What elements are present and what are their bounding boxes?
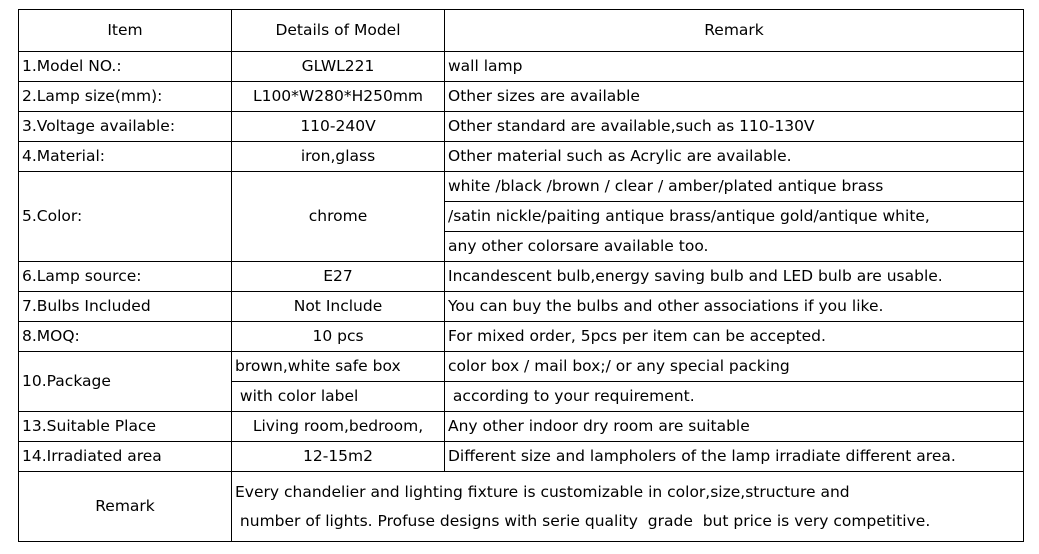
details-cell: with color label bbox=[232, 382, 445, 412]
header-remark: Remark bbox=[445, 10, 1024, 52]
remark-cell: Other material such as Acrylic are available. bbox=[445, 142, 1024, 172]
remark-cell: according to your requirement. bbox=[445, 382, 1024, 412]
item-cell: 1.Model NO.: bbox=[19, 52, 232, 82]
table-row bbox=[19, 142, 1024, 172]
remark-cell: wall lamp bbox=[445, 52, 1024, 82]
remark-cell: Other sizes are available bbox=[445, 82, 1024, 112]
item-cell: 5.Color: bbox=[19, 172, 232, 262]
footer-row bbox=[19, 472, 1024, 542]
item-cell: 14.Irradiated area bbox=[19, 442, 232, 472]
remark-cell: Other standard are available,such as 110-130V bbox=[445, 112, 1024, 142]
table-row bbox=[19, 412, 1024, 442]
remark-cell: You can buy the bulbs and other associations if you like. bbox=[445, 292, 1024, 322]
remark-cell: any other colorsare available too. bbox=[445, 232, 1024, 262]
header-item: Item bbox=[19, 10, 232, 52]
item-cell: 4.Material: bbox=[19, 142, 232, 172]
footer-remark-text bbox=[232, 472, 1024, 542]
item-cell: 3.Voltage available: bbox=[19, 112, 232, 142]
details-cell: Not Include bbox=[232, 292, 445, 322]
remark-cell: /satin nickle/paiting antique brass/antique gold/antique white, bbox=[445, 202, 1024, 232]
table-row bbox=[19, 352, 1024, 382]
table-row bbox=[19, 262, 1024, 292]
footer-remark-label: Remark bbox=[19, 472, 232, 542]
details-cell: L100*W280*H250mm bbox=[232, 82, 445, 112]
item-cell: 8.MOQ: bbox=[19, 322, 232, 352]
item-cell: 6.Lamp source: bbox=[19, 262, 232, 292]
details-cell: Living room,bedroom, bbox=[232, 412, 445, 442]
table-row bbox=[19, 82, 1024, 112]
table-row bbox=[19, 52, 1024, 82]
remark-cell: Different size and lampholers of the lamp irradiate different area. bbox=[445, 442, 1024, 472]
item-cell: 2.Lamp size(mm): bbox=[19, 82, 232, 112]
item-cell: 13.Suitable Place bbox=[19, 412, 232, 442]
header-row bbox=[19, 10, 1024, 52]
table-row bbox=[19, 112, 1024, 142]
details-cell: 12-15m2 bbox=[232, 442, 445, 472]
item-cell: 10.Package bbox=[19, 352, 232, 412]
details-cell: brown,white safe box bbox=[232, 352, 445, 382]
footer-remark-line: Every chandelier and lighting fixture is customizable in color,size,structure and bbox=[235, 482, 850, 501]
remark-cell: Any other indoor dry room are suitable bbox=[445, 412, 1024, 442]
details-cell: GLWL221 bbox=[232, 52, 445, 82]
table-row bbox=[19, 442, 1024, 472]
remark-cell: white /black /brown / clear / amber/plated antique brass bbox=[445, 172, 1024, 202]
table-row bbox=[19, 292, 1024, 322]
table-row bbox=[19, 172, 1024, 202]
details-cell: iron,glass bbox=[232, 142, 445, 172]
header-details: Details of Model bbox=[232, 10, 445, 52]
details-cell: E27 bbox=[232, 262, 445, 292]
spec-table bbox=[18, 9, 1024, 542]
item-cell: 7.Bulbs Included bbox=[19, 292, 232, 322]
footer-remark-line: number of lights. Profuse designs with serie quality grade but price is very competitive. bbox=[235, 511, 931, 530]
remark-cell: For mixed order, 5pcs per item can be accepted. bbox=[445, 322, 1024, 352]
details-cell: chrome bbox=[232, 172, 445, 262]
table-row bbox=[19, 322, 1024, 352]
details-cell: 10 pcs bbox=[232, 322, 445, 352]
details-cell: 110-240V bbox=[232, 112, 445, 142]
remark-cell: Incandescent bulb,energy saving bulb and LED bulb are usable. bbox=[445, 262, 1024, 292]
remark-cell: color box / mail box;/ or any special packing bbox=[445, 352, 1024, 382]
